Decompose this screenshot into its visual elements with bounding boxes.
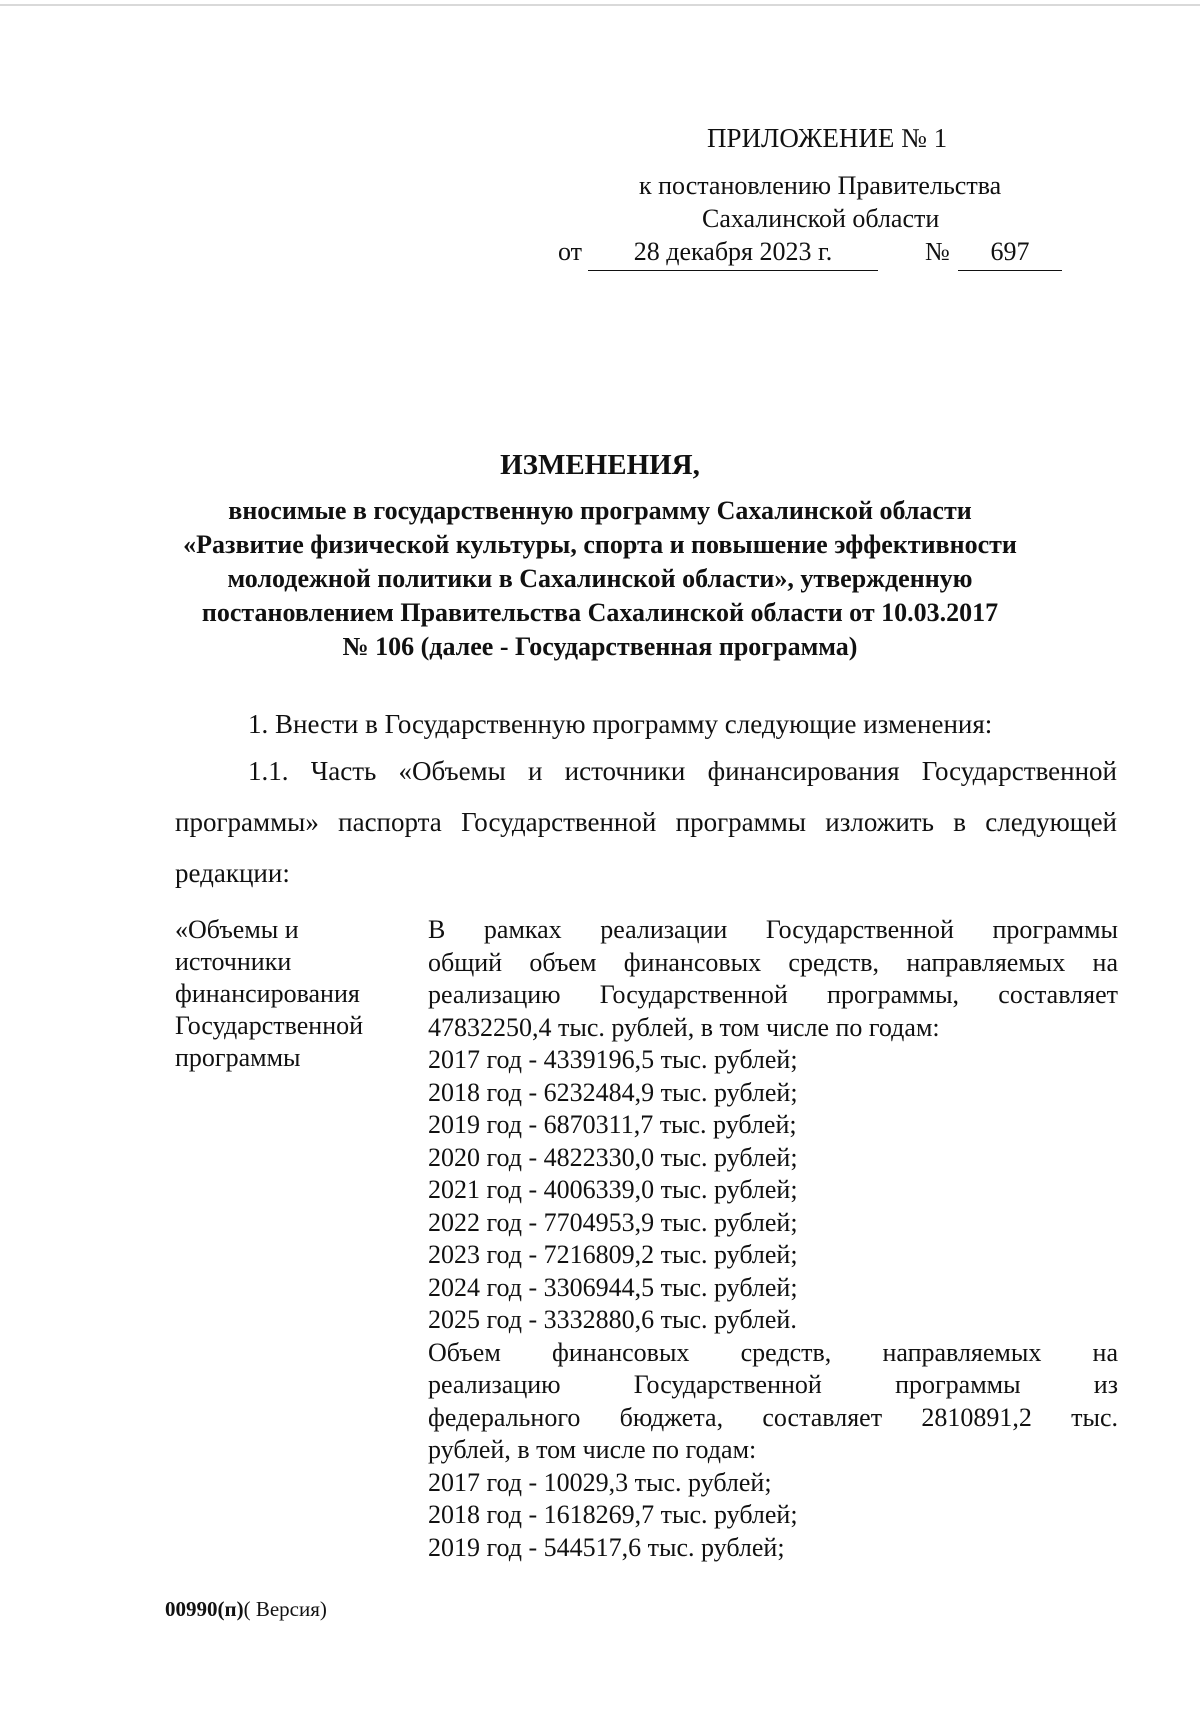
total-year-line: 2020 год - 4822330,0 тыс. рублей; <box>428 1142 798 1172</box>
total-year-line: 2018 год - 6232484,9 тыс. рублей; <box>428 1077 798 1107</box>
item-1-paragraph: 1. Внести в Государственную программу следующие изменения: <box>248 709 993 739</box>
left-cell-line: Государственной <box>175 1011 364 1040</box>
appendix-decree-line: к постановлению Правительства <box>639 171 1002 200</box>
federal-line: рублей, в том числе по годам: <box>428 1435 757 1464</box>
intro-line: 47832250,4 тыс. рублей, в том числе по годам: <box>428 1012 940 1042</box>
total-year-line: 2025 год - 3332880,6 тыс. рублей. <box>428 1305 797 1334</box>
decree-date-row <box>558 236 1108 272</box>
intro-line: В рамках реализации Государственной программы <box>428 915 1118 944</box>
left-cell-line: «Объемы и <box>175 915 299 944</box>
left-cell-line: программы <box>175 1043 301 1072</box>
document-subtitle <box>140 494 1060 664</box>
federal-line: Объем финансовых средств, направляемых на <box>428 1337 1118 1367</box>
total-year-line: 2022 год - 7704953,9 тыс. рублей; <box>428 1207 798 1237</box>
number-label: № <box>925 237 950 266</box>
document-title: ИЗМЕНЕНИЯ, <box>500 449 700 481</box>
total-year-line: 2021 год - 4006339,0 тыс. рублей; <box>428 1175 798 1204</box>
item-1-1-line: программы» паспорта Государственной программы изложить в следующей <box>175 807 1117 837</box>
footer-code: 00990(п) <box>165 1597 244 1621</box>
total-year-line: 2017 год - 4339196,5 тыс. рублей; <box>428 1045 798 1074</box>
federal-line: федерального бюджета, составляет 2810891,2 тыс. <box>428 1402 1118 1432</box>
footer-version: ( Версия) <box>243 1597 327 1621</box>
intro-line: реализацию Государственной программы, составляет <box>428 980 1118 1009</box>
total-year-line: 2019 год - 6870311,7 тыс. рублей; <box>428 1110 797 1139</box>
total-year-line: 2024 год - 3306944,5 тыс. рублей; <box>428 1272 798 1302</box>
subtitle-line: «Развитие физической культуры, спорта и повышение эффективности <box>183 530 1017 559</box>
federal-year-line: 2018 год - 1618269,7 тыс. рублей; <box>428 1500 798 1529</box>
appendix-title: ПРИЛОЖЕНИЕ № 1 <box>707 123 948 153</box>
item-1-1-line: 1.1. Часть «Объемы и источники финансирования Государственной <box>248 756 1117 786</box>
subtitle-line: молодежной политики в Сахалинской области», утвержденную <box>227 564 973 593</box>
subtitle-line: вносимые в государственную программу Сахалинской области <box>228 496 972 525</box>
total-year-line: 2023 год - 7216809,2 тыс. рублей; <box>428 1240 798 1269</box>
table-left-cell <box>175 914 405 1074</box>
appendix-region-line: Сахалинской области <box>702 204 940 233</box>
document-footer <box>165 1596 327 1622</box>
left-cell-line: источники <box>175 947 292 976</box>
from-label: от <box>558 237 583 266</box>
decree-date: 28 декабря 2023 г. <box>588 236 878 271</box>
left-cell-line: финансирования <box>175 979 360 1008</box>
federal-year-line: 2019 год - 544517,6 тыс. рублей; <box>428 1532 785 1562</box>
decree-number: 697 <box>958 236 1062 271</box>
item-1-1-line: редакции: <box>175 858 290 888</box>
federal-year-line: 2017 год - 10029,3 тыс. рублей; <box>428 1467 772 1497</box>
intro-line: общий объем финансовых средств, направляемых на <box>428 947 1118 977</box>
subtitle-line: постановлением Правительства Сахалинской области от 10.03.2017 <box>201 598 999 627</box>
table-right-cell <box>428 914 1118 1564</box>
federal-line: реализацию Государственной программы из <box>428 1370 1118 1399</box>
subtitle-line: № 106 (далее - Государственная программа) <box>342 632 858 661</box>
page-top-edge <box>0 4 1200 6</box>
